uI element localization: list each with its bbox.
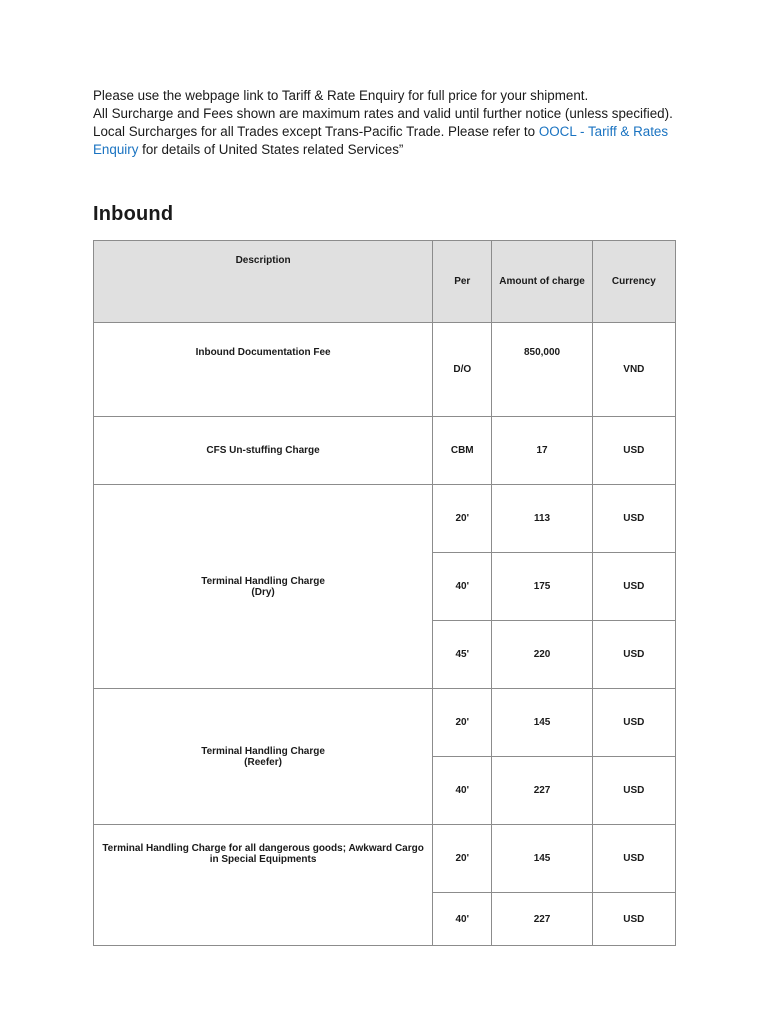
row-description: CFS Un-stuffing Charge bbox=[94, 417, 433, 485]
intro-line-2: All Surcharge and Fees shown are maximum rates and valid until further notice (unless specified). bbox=[93, 106, 673, 121]
intro-text bbox=[93, 87, 683, 159]
row-per: D/O bbox=[433, 323, 492, 417]
row-amount: 227 bbox=[492, 757, 592, 825]
table-row bbox=[94, 485, 676, 553]
row-currency: USD bbox=[592, 689, 675, 757]
row-description: Inbound Documentation Fee bbox=[94, 323, 433, 417]
row-per: 20' bbox=[433, 485, 492, 553]
row-amount: 850,000 bbox=[492, 323, 592, 417]
inbound-charges-table bbox=[93, 240, 676, 946]
header-amount: Amount of charge bbox=[492, 241, 592, 323]
intro-line-1: Please use the webpage link to Tariff & Rate Enquiry for full price for your shipment. bbox=[93, 88, 589, 103]
row-amount: 227 bbox=[492, 893, 592, 946]
row-amount: 145 bbox=[492, 689, 592, 757]
row-currency: USD bbox=[592, 893, 675, 946]
row-per: 45' bbox=[433, 621, 492, 689]
header-description: Description bbox=[94, 241, 433, 323]
row-amount: 113 bbox=[492, 485, 592, 553]
row-description bbox=[94, 689, 433, 825]
tariff-enquiry-link[interactable]: OOCL - Tariff & Rates Enquiry bbox=[93, 124, 669, 157]
row-currency: USD bbox=[592, 757, 675, 825]
intro-line-3 bbox=[93, 123, 683, 159]
row-description: Terminal Handling Charge for all dangerous goods; Awkward Cargo in Special Equipments bbox=[94, 825, 433, 946]
row-per: CBM bbox=[433, 417, 492, 485]
table-row bbox=[94, 825, 676, 893]
row-currency: USD bbox=[592, 553, 675, 621]
row-per: 20' bbox=[433, 825, 492, 893]
row-per: 40' bbox=[433, 757, 492, 825]
row-amount: 145 bbox=[492, 825, 592, 893]
table-header-row bbox=[94, 241, 676, 323]
row-amount: 220 bbox=[492, 621, 592, 689]
intro-line-3-text: Local Surcharges for all Trades except Trans-Pacific Trade. Please refer to bbox=[93, 124, 539, 139]
table-row bbox=[94, 323, 676, 417]
row-description-line: Terminal Handling Charge bbox=[201, 575, 325, 587]
row-description-line: (Reefer) bbox=[244, 756, 282, 768]
table-row bbox=[94, 689, 676, 757]
header-per: Per bbox=[433, 241, 492, 323]
table-row bbox=[94, 417, 676, 485]
row-description-line: Terminal Handling Charge bbox=[201, 745, 325, 757]
row-description-line: (Dry) bbox=[251, 586, 275, 598]
row-amount: 17 bbox=[492, 417, 592, 485]
section-title: Inbound bbox=[93, 203, 174, 225]
row-per: 20' bbox=[433, 689, 492, 757]
row-currency: USD bbox=[592, 621, 675, 689]
row-currency: USD bbox=[592, 417, 675, 485]
intro-line-3-tail: for details of United States related Services” bbox=[138, 142, 404, 157]
row-amount: 175 bbox=[492, 553, 592, 621]
row-per: 40' bbox=[433, 553, 492, 621]
header-currency: Currency bbox=[592, 241, 675, 323]
row-description bbox=[94, 485, 433, 689]
row-currency: VND bbox=[592, 323, 675, 417]
row-per: 40' bbox=[433, 893, 492, 946]
row-currency: USD bbox=[592, 825, 675, 893]
row-currency: USD bbox=[592, 485, 675, 553]
